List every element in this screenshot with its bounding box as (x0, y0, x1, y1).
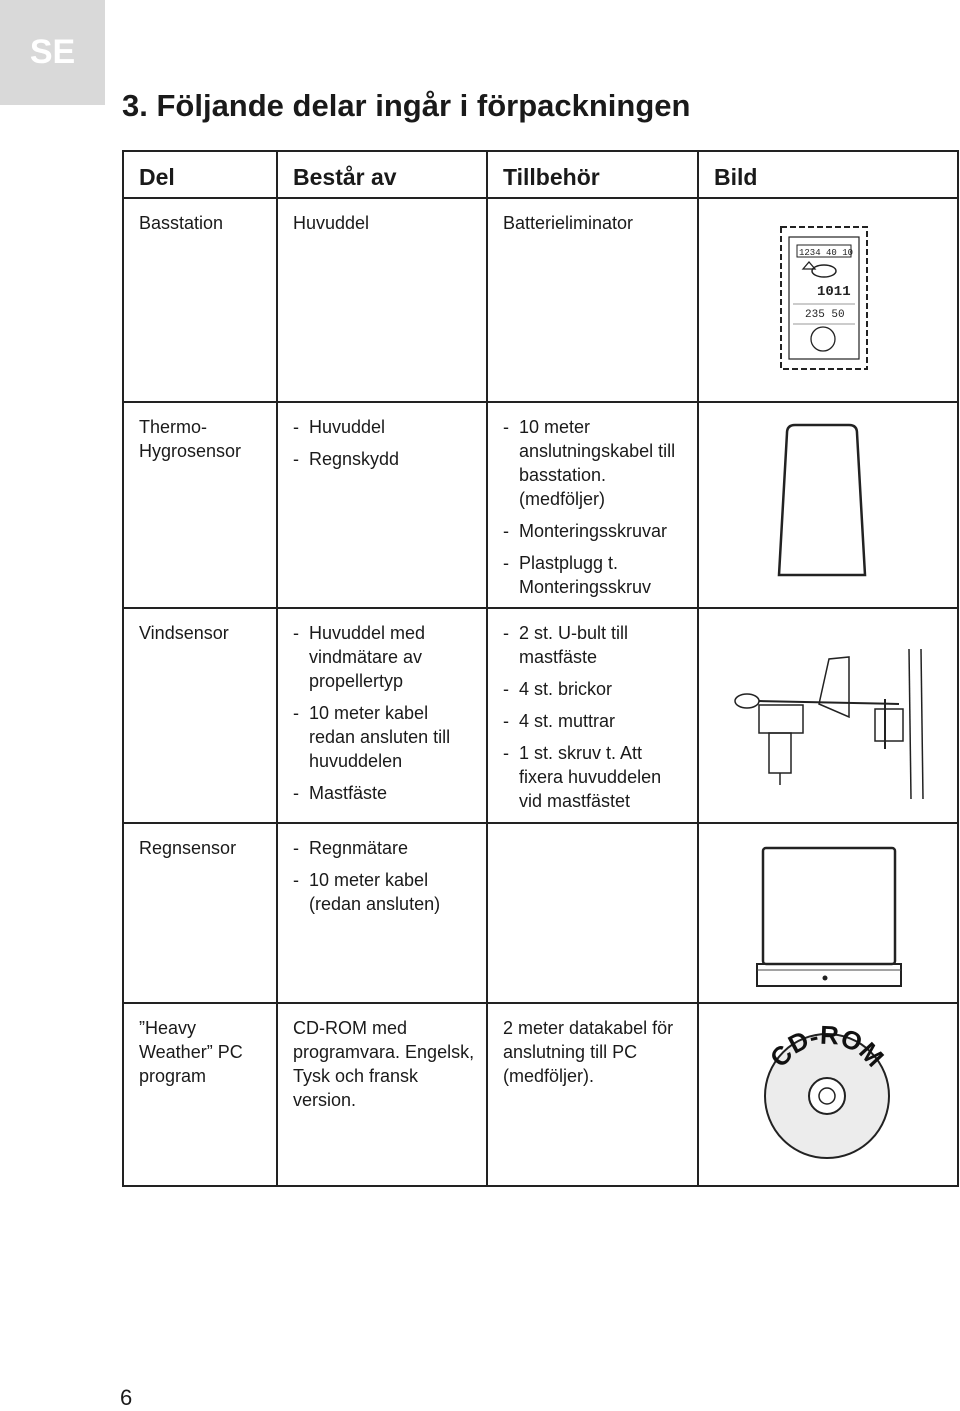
language-tab: SE (0, 0, 105, 105)
accessories: Batterieliminator (487, 198, 698, 402)
header-tillbehor: Tillbehör (487, 151, 698, 198)
list-item: - Mastfäste (293, 781, 472, 805)
accessories (487, 823, 698, 1003)
list-item: - Huvuddel med vindmätare av propellertyp (293, 621, 472, 693)
header-bestar-av: Består av (277, 151, 487, 198)
list-item: - 10 meter kabel (redan ansluten) (293, 868, 472, 916)
header-del: Del (123, 151, 277, 198)
table-row (123, 198, 958, 402)
consists-of (277, 402, 487, 608)
cd-rom-illustration (699, 1004, 959, 1187)
list-item: - 2 st. U-bult till mastfäste (503, 621, 683, 669)
table-header-row (123, 151, 958, 198)
page-number: 6 (120, 1385, 133, 1410)
consists-of (277, 608, 487, 823)
image-cell (698, 823, 958, 1003)
rain-sensor-illustration (699, 824, 959, 1004)
parts-table (122, 150, 959, 1187)
consists-of (277, 823, 487, 1003)
accessories (487, 608, 698, 823)
part-name: Vindsensor (123, 608, 277, 823)
list-item: - 4 st. muttrar (503, 709, 683, 733)
list-item: - Monteringsskruvar (503, 519, 683, 543)
list-item: - 10 meter anslutningskabel till basstation. (medföljer) (503, 415, 683, 511)
section-heading: 3. Följande delar ingår i förpackningen (122, 88, 691, 123)
cd-rom-label: CD-ROM (763, 1019, 891, 1073)
image-cell (698, 1003, 958, 1186)
list-item: - 4 st. brickor (503, 677, 683, 701)
list-item: - 10 meter kabel redan ansluten till huvuddelen (293, 701, 472, 773)
accessories: 2 meter datakabel för anslutning till PC (medföljer). (487, 1003, 698, 1186)
list-item: - 1 st. skruv t. Att fixera huvuddelen vid mastfästet (503, 741, 683, 813)
list-item: - Plastplugg t. Monteringsskruv (503, 551, 683, 599)
table-row (123, 1003, 958, 1186)
list-item: - Regnskydd (293, 447, 472, 471)
image-cell (698, 608, 958, 823)
list-item: - Regnmätare (293, 836, 472, 860)
image-cell (698, 402, 958, 608)
list-item: - Huvuddel (293, 415, 472, 439)
base-station-illustration (699, 199, 959, 403)
part-name: Basstation (123, 198, 277, 402)
table-row (123, 402, 958, 608)
part-name: Regnsensor (123, 823, 277, 1003)
header-bild: Bild (698, 151, 958, 198)
table-row (123, 823, 958, 1003)
consists-of: Huvuddel (277, 198, 487, 402)
consists-of: CD-ROM med programvara. Engelsk, Tysk och fransk version. (277, 1003, 487, 1186)
svg-text:1234 40 10: 1234 40 10 (799, 248, 854, 258)
wind-sensor-illustration (699, 609, 959, 824)
accessories (487, 402, 698, 608)
part-name: Thermo-Hygrosensor (123, 402, 277, 608)
thermo-hygro-sensor-illustration (699, 403, 959, 603)
image-cell (698, 198, 958, 402)
part-name: ”Heavy Weather” PC program (123, 1003, 277, 1186)
table-row (123, 608, 958, 823)
svg-text:1011: 1011 (817, 284, 851, 300)
base-station-display-readout: 235 50 (805, 309, 845, 321)
